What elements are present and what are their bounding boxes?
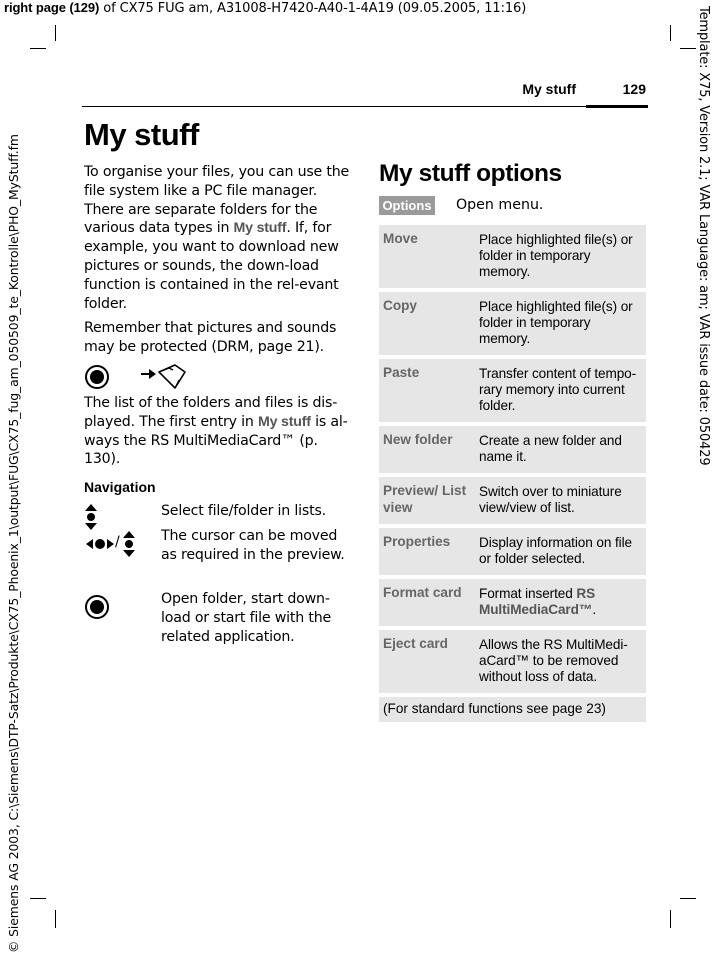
nav-item: / The cursor can be moved as required in the preview. xyxy=(84,527,354,587)
print-header-bold: right page (129) xyxy=(4,0,100,15)
my-stuff-term: My stuff xyxy=(233,220,287,237)
options-softkey: Options xyxy=(379,196,435,215)
option-desc: Allows the RS MultiMedi-aCard™ to be removed without loss of data. xyxy=(475,628,646,695)
option-name: Copy xyxy=(379,290,475,357)
nav-item: Select file/folder in lists. xyxy=(84,502,354,532)
header-title: My stuff xyxy=(522,81,576,97)
crop-mark xyxy=(680,48,696,49)
print-header xyxy=(4,0,526,16)
page-title: My stuff xyxy=(84,117,199,152)
option-desc: Place highlighted file(s) or folder in temporary memory. xyxy=(475,290,646,357)
crop-mark xyxy=(55,910,56,928)
option-desc: Format inserted RS MultiMediaCard™. xyxy=(475,577,646,628)
standard-functions-note: (For standard functions see page 23) xyxy=(379,695,646,724)
header-page-bar xyxy=(586,105,648,108)
intro-paragraph: To organise your files, you can use the file system like a PC file manager. There are separate folders for the various data types in My stuff. If, for example, you want to download new pictures or sounds, the down-load function is contained in the rel-evant folder. xyxy=(84,164,350,312)
open-menu-text: Open menu. xyxy=(456,197,544,213)
my-stuff-term: My stuff xyxy=(258,413,311,430)
page-header xyxy=(82,78,648,107)
options-table xyxy=(379,225,646,726)
crop-mark xyxy=(680,898,696,899)
copyright-margin-text: © Siemens AG 2003, C:\Siemens\DTP-Satz\Produkte\CX75_Phoenix_1\output\FUG\CX75_fug_am_050509_te_Kontrolle\PHO_MyStuff.fm xyxy=(6,134,21,953)
nav-item: Open folder, start down-load or start file with the related application. xyxy=(84,590,354,650)
option-name: Properties xyxy=(379,526,475,577)
option-name: Preview/ List view xyxy=(379,475,475,526)
table-row xyxy=(379,357,646,424)
four-way-nav-key-icon xyxy=(84,529,138,563)
option-name: Paste xyxy=(379,357,475,424)
print-header-rest: of CX75 FUG am, A31008-H7420-A40-1-4A19 (09.05.2005, 11:16) xyxy=(99,1,527,16)
crop-mark xyxy=(30,898,46,899)
option-desc: Switch over to miniature view/view of list. xyxy=(475,475,646,526)
table-row xyxy=(379,695,646,724)
template-margin-text: Template: X75, Version 2.1; VAR Language: am; VAR issue date: 050429 xyxy=(696,6,711,466)
option-name: Format card xyxy=(379,577,475,628)
option-name: Move xyxy=(379,225,475,290)
option-desc: Display information on file or folder selected. xyxy=(475,526,646,577)
table-row xyxy=(379,526,646,577)
center-select-key-icon xyxy=(84,364,110,394)
list-paragraph: The list of the folders and files is dis-played. The first entry in My stuff is al-ways the RS MultiMediaCard™ (p. 130). xyxy=(84,395,348,468)
option-desc: Create a new folder and name it. xyxy=(475,424,646,475)
crop-mark xyxy=(55,25,56,41)
option-name: Eject card xyxy=(379,628,475,695)
my-stuff-folder-icon xyxy=(156,360,188,394)
table-row xyxy=(379,475,646,526)
option-desc: Transfer content of tempo-rary memory into current folder. xyxy=(475,357,646,424)
option-desc: Place highlighted file(s) or folder in temporary memory. xyxy=(475,225,646,290)
rs-mmc-term: RS MultiMediaCard™ xyxy=(479,586,596,617)
table-row xyxy=(379,290,646,357)
center-select-key-icon xyxy=(84,594,110,624)
crop-mark xyxy=(670,910,671,928)
page-number: 129 xyxy=(622,81,646,97)
drm-paragraph: Remember that pictures and sounds may be protected (DRM, page 21). xyxy=(84,320,337,355)
table-row xyxy=(379,424,646,475)
nav-separator: / xyxy=(115,534,120,550)
options-heading: My stuff options xyxy=(379,160,562,187)
table-row xyxy=(379,225,646,290)
table-row xyxy=(379,628,646,695)
crop-mark xyxy=(670,25,671,41)
crop-mark xyxy=(30,48,46,49)
navigation-heading: Navigation xyxy=(84,479,156,495)
option-name: New folder xyxy=(379,424,475,475)
table-row xyxy=(379,577,646,628)
